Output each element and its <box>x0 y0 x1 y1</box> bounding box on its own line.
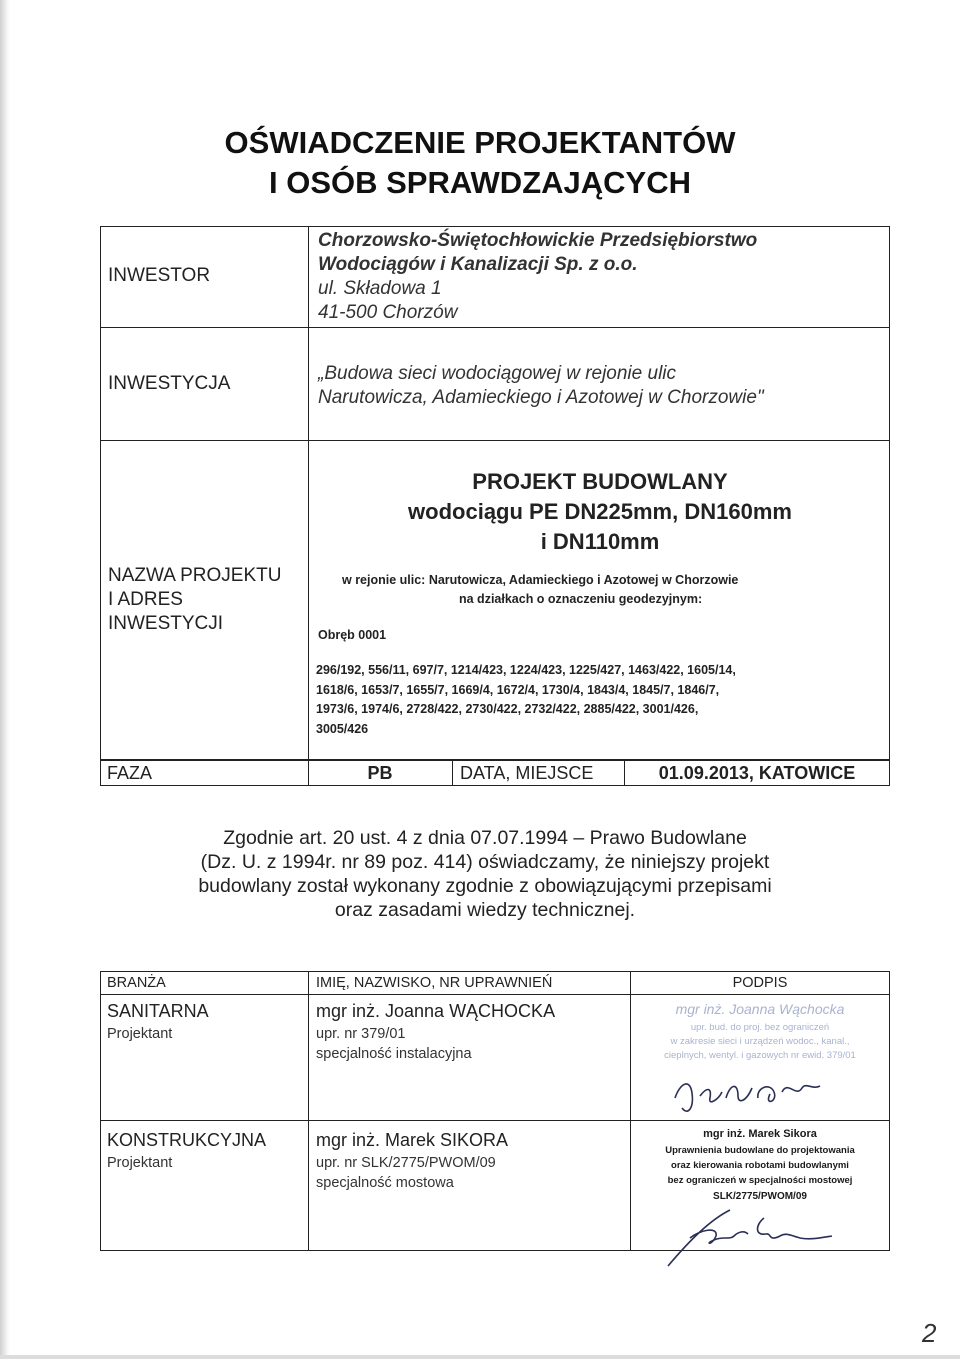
designer2-specialty: specjalność mostowa <box>316 1175 454 1191</box>
designer1-branch: SANITARNA <box>107 1001 209 1021</box>
designer1-stamp-line4: cieplnych, wentyl. i gazowych nr ewid. 379/01 <box>664 1050 856 1061</box>
designer1-name: mgr inż. Joanna WĄCHOCKA <box>316 1001 556 1021</box>
land-plots-line3: 1973/6, 1974/6, 2728/422, 2730/422, 2732/422, 2885/422, 3001/426, <box>316 702 699 716</box>
designer2-name: mgr inż. Marek SIKORA <box>316 1130 509 1150</box>
land-plots-line2: 1618/6, 1653/7, 1655/7, 1669/4, 1672/4, 1730/4, 1843/4, 1845/7, 1846/7, <box>316 682 720 697</box>
investor-name-line1: Chorzowsko-Świętochłowickie Przedsiębiorstwo <box>318 230 758 251</box>
document-title-line1: OŚWIADCZENIE PROJEKTANTÓW <box>224 125 736 160</box>
land-plots-list <box>316 661 876 739</box>
designer1-stamp-line1: mgr inż. Joanna Wąchocka <box>675 1001 845 1017</box>
investor-label: INWESTOR <box>108 265 211 286</box>
designer1-stamp-line2: upr. bud. do proj. bez ograniczeń <box>690 1022 830 1033</box>
project-location-line1: w rejonie ulic: Narutowicza, Adamieckiego i Azotowej w Chorzowie <box>342 573 739 587</box>
project-label-line1: NAZWA PROJEKTU <box>108 565 282 586</box>
project-label-line3: INWESTYCJI <box>108 613 224 634</box>
page-number: 2 <box>922 1318 937 1348</box>
designer2-stamp-line4: bez ograniczeń w specjalności mostowej <box>667 1175 853 1186</box>
scan-edge-bottom <box>0 1355 960 1359</box>
investment-name-line2: Narutowicza, Adamieckiego i Azotowej w Chorzowie" <box>318 387 764 408</box>
project-title-line1: PROJEKT BUDOWLANY <box>472 469 728 494</box>
scan-edge-shadow <box>0 0 10 1359</box>
land-plots-line1: 296/192, 556/11, 697/7, 1214/423, 1224/423, 1225/427, 1463/422, 1605/14, <box>316 663 736 677</box>
designer1-signature <box>660 1058 840 1120</box>
header-signature: PODPIS <box>732 975 788 991</box>
project-precinct: Obręb 0001 <box>318 628 387 642</box>
designer2-stamp-line3: oraz kierowania robotami budowlanymi <box>671 1160 849 1171</box>
header-name-license: IMIĘ, NAZWISKO, NR UPRAWNIEŃ <box>316 975 553 991</box>
phase-value: PB <box>367 763 393 783</box>
designer2-signature <box>660 1200 860 1272</box>
project-title-line3: i DN110mm <box>540 529 660 554</box>
designers-header-divider <box>100 994 890 995</box>
designer1-specialty: specjalność instalacyjna <box>316 1046 472 1062</box>
project-location-line2: na działkach o oznaczeniu geodezyjnym: <box>459 592 703 606</box>
statement-line2: (Dz. U. z 1994r. nr 89 poz. 414) oświadczamy, że niniejszy projekt <box>200 851 770 873</box>
designer2-stamp-line1: mgr inż. Marek Sikora <box>703 1128 817 1140</box>
project-label-line2: I ADRES <box>108 589 183 610</box>
statement-line3: budowlany został wykonany zgodnie z obowiązującymi przepisami <box>198 875 772 897</box>
row-divider-investment <box>100 440 890 441</box>
investor-name-line2: Wodociągów i Kanalizacji Sp. z o.o. <box>318 254 638 275</box>
phase-label: FAZA <box>107 763 153 783</box>
phase-divider-2 <box>452 760 453 786</box>
statement-line1: Zgodnie art. 20 ust. 4 z dnia 07.07.1994 – Prawo Budowlane <box>223 827 747 849</box>
investment-label: INWESTYCJA <box>108 373 231 394</box>
designers-statement <box>140 826 830 922</box>
project-info-column-divider <box>308 226 309 760</box>
designer2-role: Projektant <box>107 1155 173 1171</box>
investor-street: ul. Składowa 1 <box>318 278 442 299</box>
project-title-line2: wodociągu PE DN225mm, DN160mm <box>408 499 792 524</box>
investment-name-line1: „Budowa sieci wodociągowej w rejonie ulic <box>318 363 677 384</box>
designers-col-divider-1 <box>308 971 309 1251</box>
designer2-stamp-line5: SLK/2775/PWOM/09 <box>713 1191 807 1202</box>
designer2-license: upr. nr SLK/2775/PWOM/09 <box>316 1155 496 1171</box>
date-place-label: DATA, MIEJSCE <box>460 763 594 783</box>
designers-row-divider <box>100 1120 890 1121</box>
designer2-stamp-line2: Uprawnienia budowlane do projektowania <box>665 1145 855 1156</box>
document-title-line2: I OSÓB SPRAWDZAJĄCYCH <box>269 165 691 200</box>
date-place-value: 01.09.2013, KATOWICE <box>658 763 856 783</box>
statement-line4: oraz zasadami wiedzy technicznej. <box>334 899 636 921</box>
designer2-branch: KONSTRUKCYJNA <box>107 1130 267 1150</box>
investor-city: 41-500 Chorzów <box>318 302 458 323</box>
designer1-role: Projektant <box>107 1026 173 1042</box>
row-divider-investor <box>100 327 890 328</box>
header-branch: BRANŻA <box>107 975 166 991</box>
designer1-license: upr. nr 379/01 <box>316 1026 406 1042</box>
designer1-stamp-line3: w zakresie sieci i urządzeń wodoc., kanal., <box>670 1036 850 1047</box>
land-plots-line4: 3005/426 <box>316 721 369 736</box>
